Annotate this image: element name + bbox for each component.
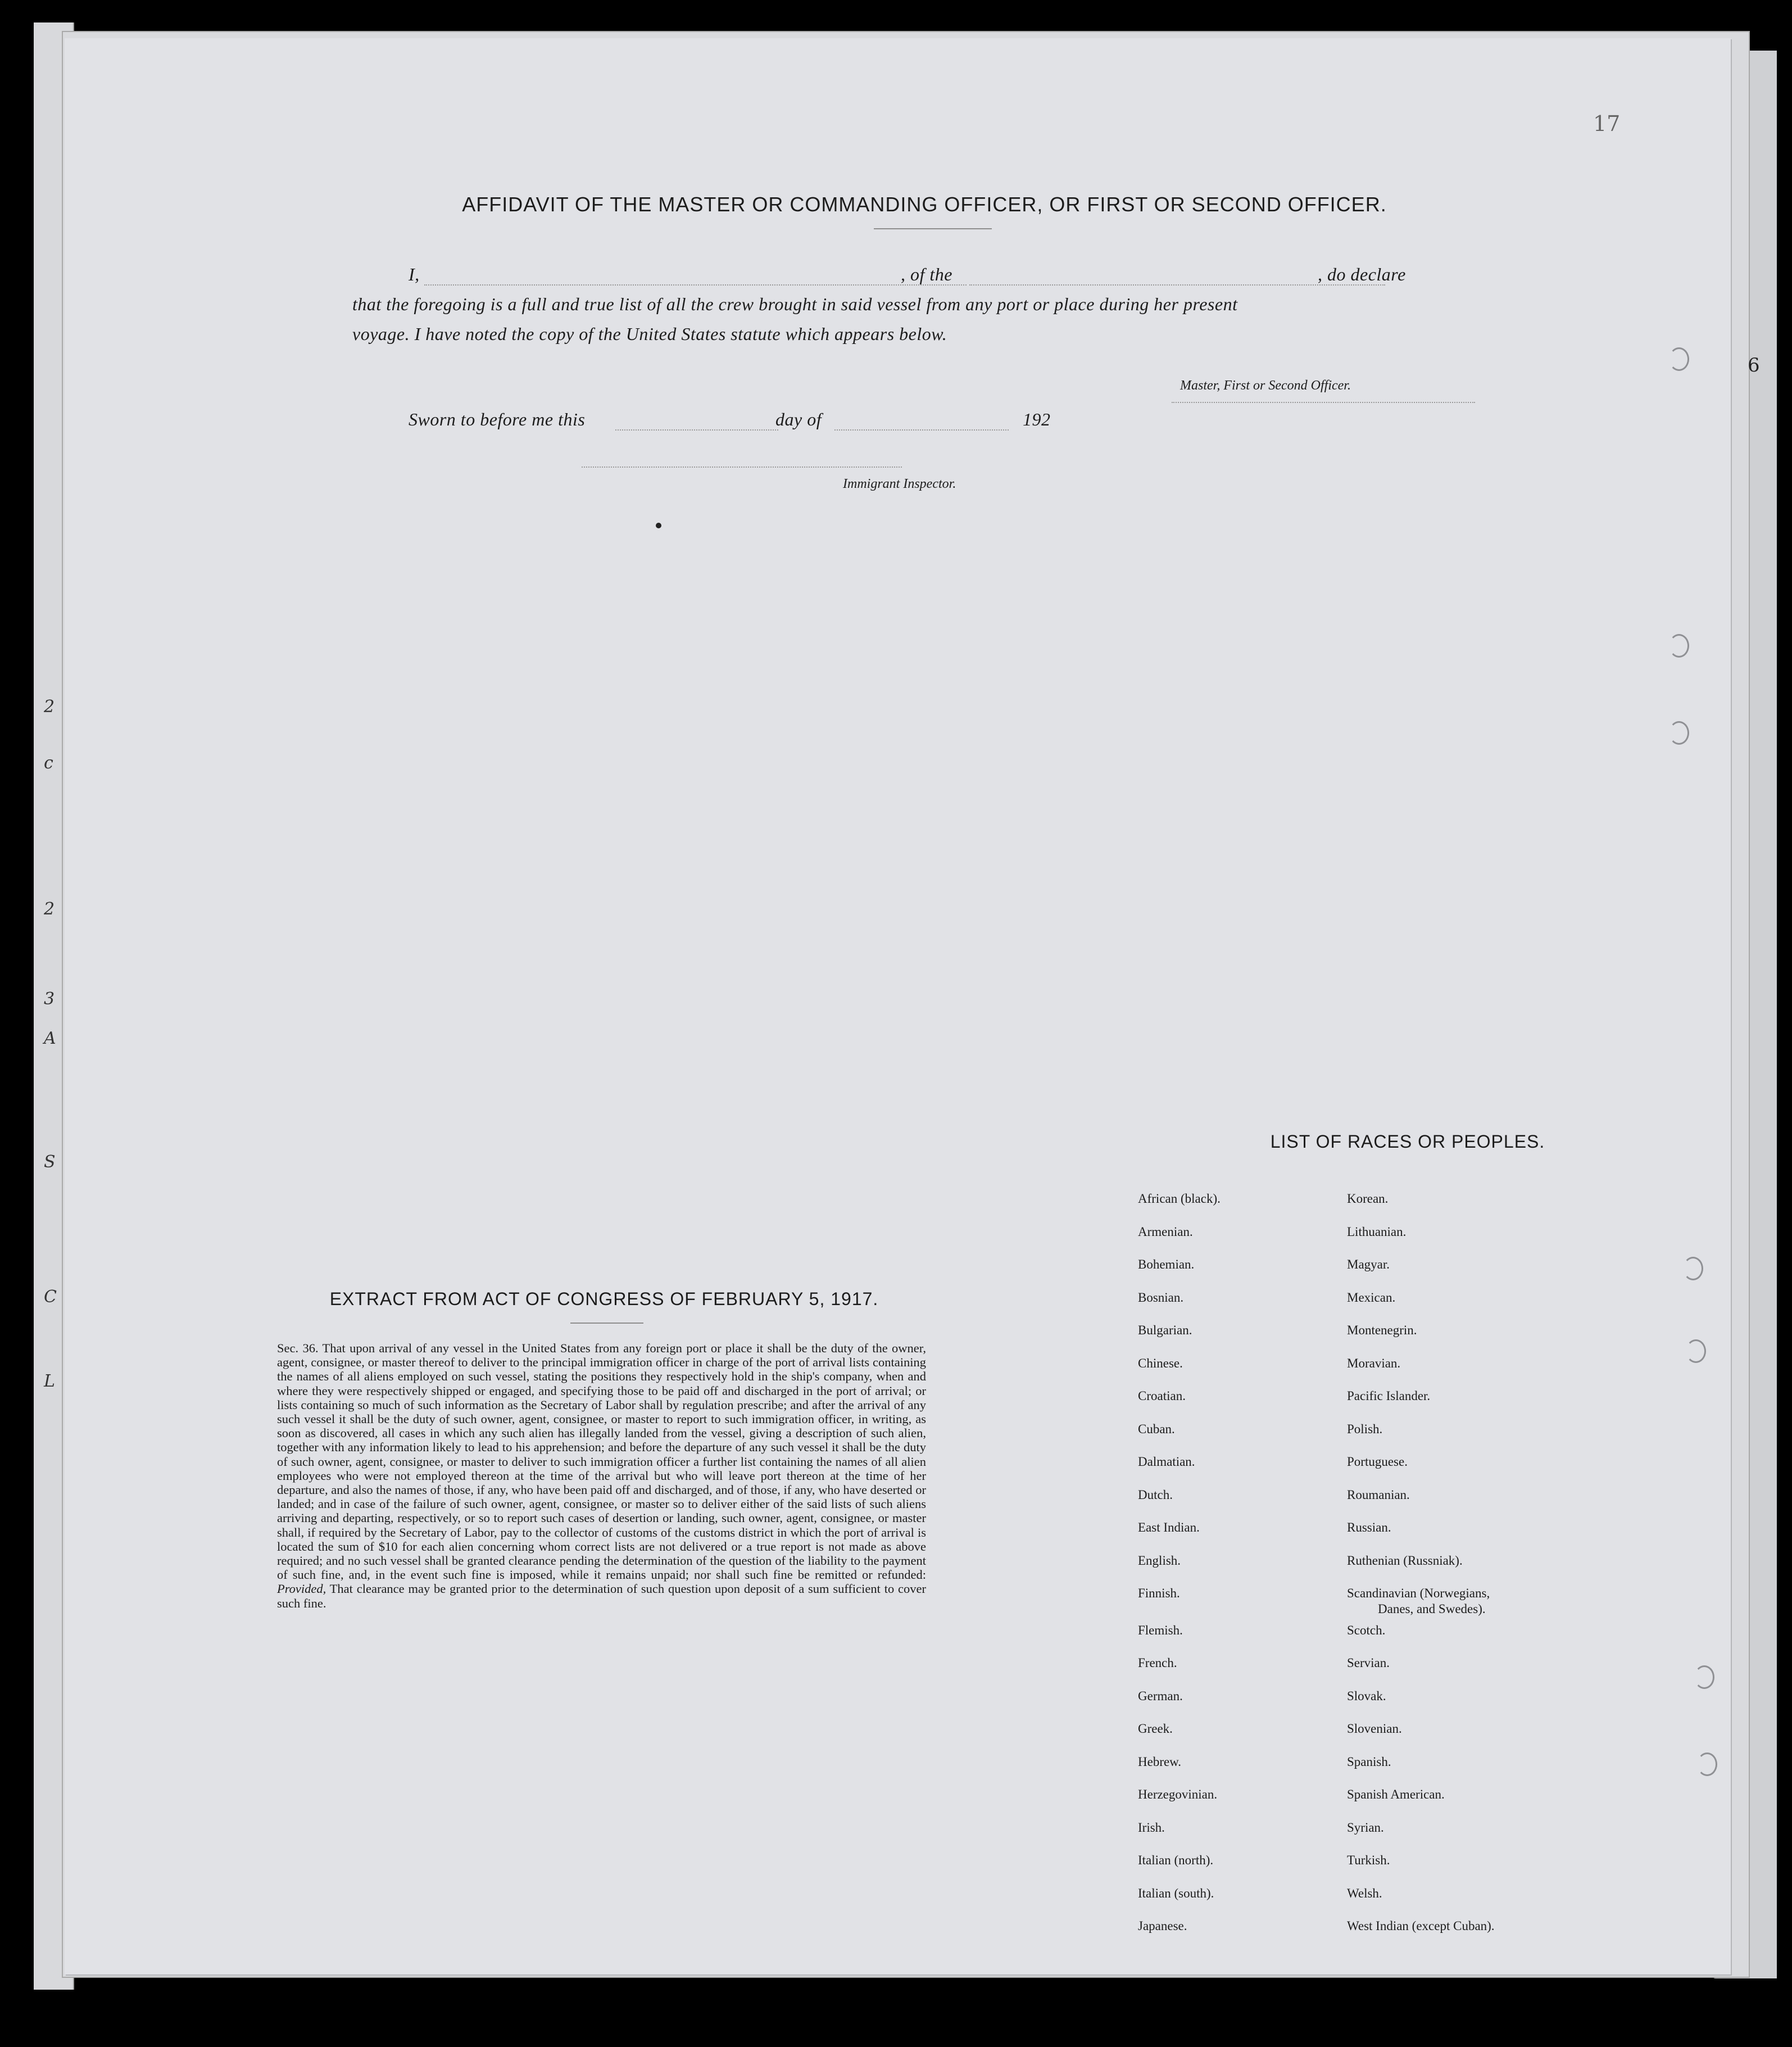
margin-mark: C [44, 1287, 57, 1307]
race-item: French. [1138, 1656, 1177, 1670]
punch-hole [1686, 1339, 1706, 1363]
race-item: Flemish. [1138, 1623, 1183, 1637]
race-item: Turkish. [1347, 1853, 1390, 1867]
race-item: Portuguese. [1347, 1455, 1408, 1469]
race-item: Japanese. [1138, 1919, 1187, 1933]
race-item: Finnish. [1138, 1586, 1180, 1600]
race-item: Greek. [1138, 1722, 1173, 1736]
race-item: Spanish. [1347, 1754, 1391, 1769]
extract-text: Sec. 36. That upon arrival of any vessel in the United States from any foreign port or place it shall be the duty of the owner, agent, consignee, or master thereof to deliver to the principal immigration officer in charge of the port of arrival lists containing the names of all aliens employed on such vessel, stating the positions they respectively hold in the ship's company, when and where they were respectively shipped or engaged, and specifying those to be paid off and discharged in the port of arrival; or lists containing so much of such information as the Secretary of Labor shall by regulation prescribe; and after the arrival of any such vessel it shall be the duty of such owner, agent, consignee, or master to report to such immigration officer, in writing, as soon as discovered, all cases in which any such alien has illegally landed from the vessel, giving a description of such alien, together with any information likely to lead to his apprehension; and before the departure of any such vessel it shall be the duty of such owner, agent, consignee, or master to deliver to such immigration officer a further list containing the names of all alien employees who were not employed thereon at the time of the arrival but who will leave port thereon at the time of her departure, and also the names of those, if any, who have been paid off and discharged, and of those, if any, who have deserted or landed; and in case of the failure of such owner, agent, consignee, or master so to deliver either of the said lists of such aliens arriving and departing, respectively, or so to report such cases of desertion or landing, such owner, agent, consignee, or master shall, if required by the Secretary of Labor, pay to the collector of customs of the customs district in which the port of arrival is located the sum of $10 for each alien concerning whom correct lists are not delivered or a true report is not made as above required; and no such vessel shall be granted clearance pending the determination of the question of the liability to the payment of such fine, and, in the event such fine is imposed, while it remains unpaid; nor shall such fine be remitted or refunded: [277, 1341, 926, 1582]
day-of-text: day of [775, 409, 822, 429]
race-item: East Indian. [1138, 1520, 1200, 1534]
year-text: 192 [1023, 409, 1051, 429]
race-item: Spanish American. [1347, 1787, 1445, 1801]
race-item: West Indian (except Cuban). [1347, 1919, 1495, 1933]
punch-hole [1669, 634, 1689, 658]
affidavit-of-the: , of the [901, 264, 952, 284]
race-item: Moravian. [1347, 1356, 1401, 1370]
punch-hole [1669, 347, 1689, 371]
punch-hole [1697, 1752, 1717, 1776]
race-item: African (black). [1138, 1192, 1221, 1206]
race-item: Syrian. [1347, 1820, 1384, 1835]
race-item: Irish. [1138, 1820, 1165, 1835]
form-page [65, 38, 1731, 1974]
race-item: Montenegrin. [1347, 1323, 1417, 1337]
race-item: Magyar. [1347, 1257, 1390, 1271]
right-edge-number: 6 [1748, 354, 1760, 377]
race-item: Danes, and Swedes). [1378, 1602, 1486, 1616]
race-item: Herzegovinian. [1138, 1787, 1218, 1801]
race-item: Slovenian. [1347, 1722, 1402, 1736]
race-item: Ruthenian (Russniak). [1347, 1553, 1463, 1568]
race-item: Scandinavian (Norwegians, [1347, 1586, 1490, 1600]
margin-mark: 2 [44, 697, 55, 717]
races-title: LIST OF RACES OR PEOPLES. [1270, 1131, 1545, 1152]
punch-hole [1669, 721, 1689, 745]
proviso-text: That clearance may be granted prior to the determination of such question upon deposit of a sum sufficient to cover such fine. [277, 1582, 927, 1610]
margin-mark: S [44, 1152, 56, 1172]
race-item: Slovak. [1347, 1688, 1386, 1703]
race-item: Bohemian. [1138, 1257, 1195, 1271]
race-item: Italian (north). [1138, 1853, 1214, 1867]
race-item: English. [1138, 1553, 1181, 1568]
proviso-word: Provided, [277, 1582, 326, 1596]
race-item: Hebrew. [1138, 1754, 1182, 1769]
race-item: Russian. [1347, 1520, 1391, 1534]
race-item: Dalmatian. [1138, 1455, 1195, 1469]
race-item: Dutch. [1138, 1487, 1173, 1502]
extract-title: EXTRACT FROM ACT OF CONGRESS OF FEBRUARY 5, 1917. [329, 1289, 879, 1309]
race-item: Polish. [1347, 1421, 1383, 1436]
title-divider [874, 228, 992, 229]
punch-hole [1683, 1257, 1703, 1280]
race-item: Scotch. [1347, 1623, 1386, 1637]
name-blank [424, 284, 967, 286]
month-blank [834, 429, 1009, 431]
ink-speck [656, 523, 661, 528]
race-item: Bosnian. [1138, 1290, 1184, 1305]
inspector-blank [582, 467, 902, 468]
race-item: Croatian. [1138, 1389, 1186, 1403]
race-item: Pacific Islander. [1347, 1389, 1431, 1403]
race-item: Servian. [1347, 1656, 1390, 1670]
affidavit-title: AFFIDAVIT OF THE MASTER OR COMMANDING OFFICER, OR FIRST OR SECOND OFFICER. [462, 193, 1387, 216]
race-item: Bulgarian. [1138, 1323, 1192, 1337]
top-right-mark: 17 [1593, 111, 1621, 136]
race-item: Korean. [1347, 1192, 1389, 1206]
signature-blank [1172, 402, 1475, 403]
race-item: Cuban. [1138, 1421, 1175, 1436]
margin-mark: c [44, 753, 53, 773]
race-item: Lithuanian. [1347, 1224, 1407, 1239]
race-item: German. [1138, 1688, 1183, 1703]
margin-mark: L [44, 1371, 55, 1391]
inspector-label: Immigrant Inspector. [843, 477, 956, 491]
punch-hole [1694, 1665, 1714, 1689]
affidavit-i: I, [409, 264, 420, 284]
race-item: Welsh. [1347, 1886, 1382, 1900]
extract-body [277, 1341, 926, 1610]
sworn-text: Sworn to before me this [409, 409, 586, 429]
margin-mark: A [44, 1029, 56, 1048]
margin-mark: 2 [44, 899, 55, 919]
affidavit-line3: voyage. I have noted the copy of the United States statute which appears below. [352, 324, 947, 344]
race-item: Italian (south). [1138, 1886, 1214, 1900]
race-item: Mexican. [1347, 1290, 1396, 1305]
race-item: Chinese. [1138, 1356, 1183, 1370]
affidavit-declare: , do declare [1318, 264, 1406, 284]
extract-divider [570, 1323, 643, 1324]
margin-mark: 3 [44, 989, 55, 1009]
day-blank [615, 429, 778, 431]
race-item: Roumanian. [1347, 1487, 1410, 1502]
signature-label: Master, First or Second Officer. [1180, 378, 1351, 393]
affidavit-line2: that the foregoing is a full and true list of all the crew brought in said vessel from any port or place during her present [352, 294, 1238, 314]
race-item: Armenian. [1138, 1224, 1193, 1239]
